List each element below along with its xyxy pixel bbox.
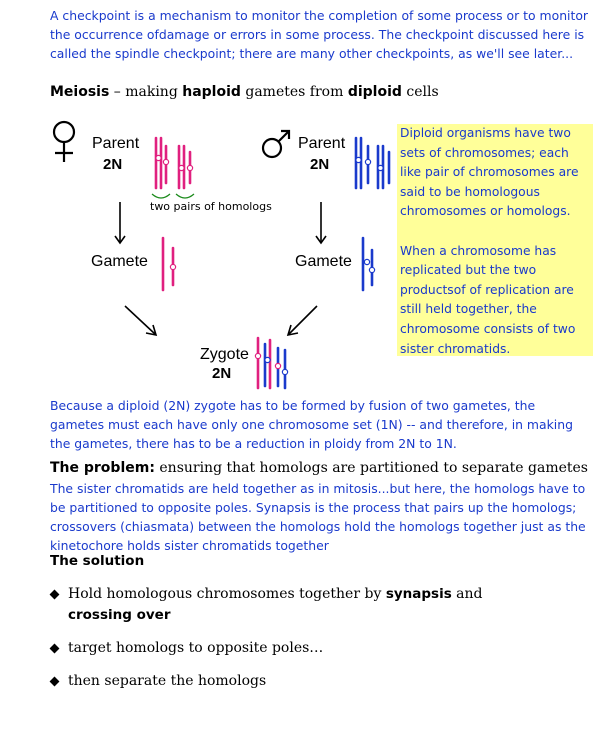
female-gamete-label: Gamete [91, 253, 148, 270]
zygote-label: Zygote [200, 346, 249, 363]
section-heading [50, 84, 439, 100]
homolog-bracket [152, 194, 170, 198]
diamond-bullet-icon [50, 644, 60, 654]
problem-text: ensuring that homologs are partitioned to separate gametes [154, 460, 588, 476]
solution-heading: The solution [50, 553, 145, 569]
female-symbol-icon [54, 122, 74, 162]
zygote-ploidy: 2N [212, 365, 232, 382]
term-diploid: diploid [347, 84, 402, 100]
list-item [50, 638, 550, 659]
homolog-pairs-label: two pairs of homologs [150, 200, 272, 213]
female-parent-chromosomes [156, 138, 190, 188]
list-item [50, 584, 550, 626]
definition-note-box [397, 124, 593, 356]
diamond-bullet-icon [50, 677, 60, 687]
term-meiosis: Meiosis [50, 84, 110, 100]
solution-list [50, 584, 550, 692]
list-item [50, 671, 550, 692]
problem-label: The problem: [50, 460, 155, 476]
diamond-bullet-icon [50, 590, 60, 600]
arrow-icon [125, 306, 317, 335]
heading-text: gametes from [240, 84, 348, 100]
zygote-chromosomes [258, 338, 285, 388]
male-gamete-label: Gamete [295, 253, 352, 270]
heading-text: cells [401, 84, 439, 100]
problem-statement [50, 460, 588, 476]
female-parent-ploidy: 2N [103, 156, 123, 173]
female-parent-label: Parent [92, 135, 140, 152]
male-parent-chromosomes [356, 138, 389, 188]
female-gamete-chromosomes [163, 238, 173, 290]
male-parent-label: Parent [298, 135, 346, 152]
synapsis-paragraph: The sister chromatids are held together as in mitosis...but here, the homologs have to be partitioned to opposite poles. Synapsis is the process that pairs up the homologs; crossovers (chiasmata) between the homologs hold the homologs together just as the kinetochore holds sister chromatids together [50, 481, 586, 553]
sister-chromatid-definition: When a chromosome has replicated but the two productsof of replication are still held together, the chromosome consists of two sister chromatids. [400, 243, 576, 356]
term-synapsis: synapsis [385, 586, 452, 602]
heading-text: – making [109, 84, 183, 100]
list-item-text: and [451, 586, 483, 602]
male-parent-ploidy: 2N [310, 156, 330, 173]
diploid-definition: Diploid organisms have two sets of chromosomes; each like pair of chromosomes are said to be homologous chromosomes or homologs. [400, 126, 579, 219]
list-item-text: Hold homologous chromosomes together by [68, 586, 386, 602]
reduction-paragraph: Because a diploid (2N) zygote has to be formed by fusion of two gametes, the gametes must each have only one chromosome set (1N) -- and therefore, in making the gametes, there has to be a reduction in ploidy from 2N to 1N. [50, 398, 573, 451]
list-item-text: target homologs to opposite poles… [68, 640, 324, 656]
term-crossing-over: crossing over [68, 607, 171, 623]
male-symbol-icon [263, 131, 289, 157]
intro-paragraph: A checkpoint is a mechanism to monitor the completion of some process or to monitor the occurrence ofdamage or errors in some process. The checkpoint discussed here is called the spindle checkpoint; there are many other checkpoints, as we'll see later... [50, 8, 589, 61]
homolog-bracket [176, 194, 194, 198]
term-haploid: haploid [182, 84, 241, 100]
list-item-text: then separate the homologs [68, 673, 267, 689]
meiosis-diagram [0, 110, 400, 390]
